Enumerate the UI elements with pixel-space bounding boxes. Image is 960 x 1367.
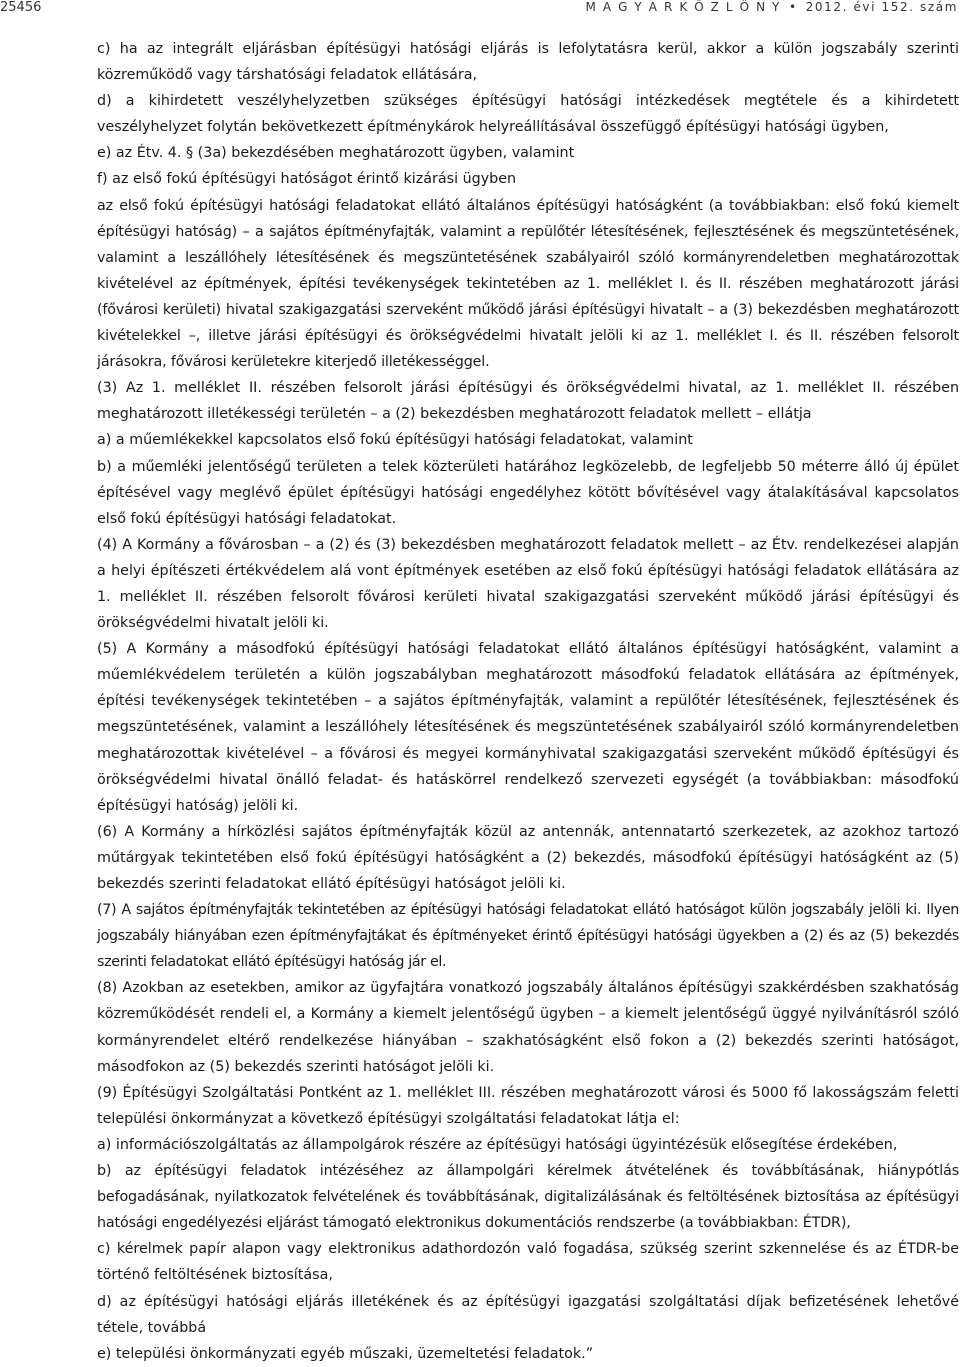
paragraph-9-b: b) az építésügyi feladatok intézéséhez az állampolgári kérelmek átvételének és továbbításának, hiánypótlás befogadásának, nyilatkozatok felvételének és továbbításának, digitalizálásának és feltöltésének biztosítása az építésügyi hatósági engedélyezési eljárást támogató elektronikus dokumentációs rendszerbe (a továbbiakban: ÉTDR), <box>97 1163 959 1232</box>
paragraph-f: f) az első fokú építésügyi hatóságot érintő kizárási ügyben <box>97 171 517 188</box>
publication-title: M A G Y A R K Ö Z L Ö N Y <box>585 0 781 14</box>
paragraph-9-a: a) információszolgáltatás az állampolgárok részére az építésügyi hatósági ügyintézésük elősegítése érdekében, <box>97 1136 898 1153</box>
running-head <box>586 0 959 14</box>
bullet-separator: • <box>788 0 798 14</box>
paragraph-3-b: b) a műemléki jelentőségű területen a telek közterületi határához legközelebb, de legfeljebb 50 méterre álló új épület építésével vagy meglévő épület építésügyi hatósági engedélyhez kötött bővítésével vagy átalakításával kapcsolatos első fokú építésügyi hatósági feladatokat. <box>97 458 959 527</box>
paragraph-8: (8) Azokban az esetekben, amikor az ügyfajtára vonatkozó jogszabály általános építésügyi szakkérdésben szakhatóság közreműködését rendeli el, a Kormány a kiemelt jelentőségű ügyben – a kiemelt jelentőségű üggyé nyilvánításról szóló kormányrendelet eltérő rendelkezése hiányában – szakhatóságként első fokon a (2) bekezdés szerinti hatóságot, másodfokon az (5) bekezdés szerinti hatóságot jelöli ki. <box>97 980 959 1075</box>
paragraph-9-e: e) települési önkormányzati egyéb műszaki, üzemeltetési feladatok.” <box>97 1345 594 1362</box>
paragraph-4: (4) A Kormány a fővárosban – a (2) és (3) bekezdésben meghatározott feladatok mellett – az Étv. rendelkezései alapján a helyi építészeti értékvédelem alá vont építmények esetében az első fokú építésügyi hatósági feladatok ellátására az 1. melléklet II. részében felsorolt fővárosi kerületi hivatal szakigazgatási szerveként működő járási építésügyi és örökségvédelmi hivatalt jelöli ki. <box>97 536 959 632</box>
document-body <box>97 36 959 1367</box>
paragraph-7: (7) A sajátos építményfajták tekintetében az építésügyi hatósági feladatokat ellátó hatóságot külön jogszabály jelöli ki. Ilyen jogszabály hiányában ezen építményfajtákat és építményeket érintő építésügyi hatósági ügyekben a (2) és az (5) bekezdés szerinti feladatokat ellátó építésügyi hatóság jár el. <box>97 902 959 971</box>
paragraph-e: e) az Étv. 4. § (3a) bekezdésében meghatározott ügyben, valamint <box>97 145 575 162</box>
paragraph-3: (3) Az 1. melléklet II. részében felsorolt járási építésügyi és örökségvédelmi hivatal, az 1. melléklet II. részében meghatározott illetékességi területén – a (2) bekezdésben meghatározott feladatok mellett – ellátja <box>97 380 959 423</box>
issue-number: 2012. évi 152. szám <box>805 0 958 14</box>
paragraph-9-c: c) kérelmek papír alapon vagy elektronikus adathordozón való fogadása, szükség szerint szkennelése és az ÉTDR-be történő feltöltésének biztosítása, <box>97 1241 959 1284</box>
paragraph-6: (6) A Kormány a hírközlési sajátos építményfajták közül az antennák, antennatartó szerkezetek, az azokhoz tartozó műtárgyak tekintetében első fokú építésügyi hatóságként a (2) bekezdés, másodfokú építésügyi hatóságként az (5) bekezdés szerinti feladatokat ellátó építésügyi hatóságot jelöli ki. <box>97 823 959 892</box>
paragraph-d: d) a kihirdetett veszélyhelyzetben szükséges építésügyi hatósági intézkedések megtétele és a kihirdetett veszélyhelyzet folytán bekövetkezett építménykárok helyreállításával összefüggő építésügyi hatósági ügyben, <box>97 93 959 136</box>
paragraph-3-a: a) a műemlékekkel kapcsolatos első fokú építésügyi hatósági feladatokat, valamint <box>97 432 693 449</box>
paragraph-9-d: d) az építésügyi hatósági eljárás illetékének és az építésügyi igazgatási szolgáltatási díjak befizetésének lehetővé tétele, továbbá <box>97 1293 959 1336</box>
page-header <box>0 0 960 22</box>
paragraph-c: c) ha az integrált eljárásban építésügyi hatósági eljárás is lefolytatásra kerül, akkor a külön jogszabály szerinti közreműködő vagy társhatósági feladatok ellátására, <box>97 41 959 84</box>
paragraph-9: (9) Építésügyi Szolgáltatási Pontként az 1. melléklet III. részében meghatározott városi és 5000 fő lakosságszám feletti települési önkormányzat a következő építésügyi szolgáltatási feladatokat látja el: <box>97 1084 959 1127</box>
paragraph-first-instance-authority: az első fokú építésügyi hatósági feladatokat ellátó általános építésügyi hatóságként (a továbbiakban: első fokú kiemelt építésügyi hatóság) – a sajátos építményfajták, valamint a repülőtér létesítésének, fejlesztésének és megszüntetésének, valamint a leszállóhely létesítésének és megszüntetésének szabályairól szóló kormányrendeletben meghatározottak kivételével az építmények, építési tevékenységek tekintetében az 1. melléklet I. és II. részében meghatározott járási (fővárosi kerületi) hivatal szakigazgatási szerveként működő járási építésügyi hivatalt – a (3) bekezdésben meghatározott kivételekkel –, illetve járási építésügyi és örökségvédelmi hivatalt jelöli ki az 1. melléklet I. és II. részében felsorolt járásokra, fővárosi kerületekre kiterjedő illetékességgel. <box>97 197 959 371</box>
page-number: 25456 <box>0 0 42 15</box>
paragraph-5: (5) A Kormány a másodfokú építésügyi hatósági feladatokat ellátó általános építésügyi hatóságként, valamint a műemlékvédelem területén a külön jogszabályban meghatározott másodfokú feladatok ellátására az építmények, építési tevékenységek tekintetében – a sajátos építményfajták, valamint a repülőtér létesítésének, fejlesztésének és megszüntetésének, valamint a leszállóhely létesítésének és megszüntetésének szabályairól szóló kormányrendeletben meghatározottak kivételével – a fővárosi és megyei kormányhivatal szakigazgatási szerveként működő építésügyi és örökségvédelmi hivatal önálló feladat- és hatáskörrel rendelkező szervezeti egységét (a továbbiakban: másodfokú építésügyi hatóság) jelöli ki. <box>97 641 959 814</box>
